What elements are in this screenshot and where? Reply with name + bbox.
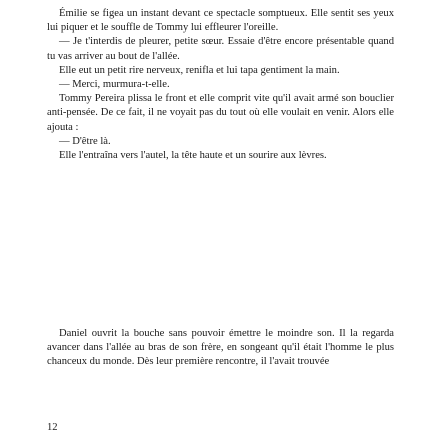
dialogue-line: — Je t'interdis de pleurer, petite sœur. Essaie d'être encore présentable quand tu vas arriver au bout de l'allée.: [47, 36, 394, 62]
paragraph: Émilie se figea un instant devant ce spectacle somptueux. Elle sentit ses yeux lui piquer et le souffle de Tommy lui effleurer l'oreille.: [47, 8, 394, 34]
paragraph: Elle l'entraîna vers l'autel, la tête haute et un sourire aux lèvres.: [59, 150, 327, 162]
dialogue-line: — Merci, murmura-t-elle.: [59, 79, 170, 91]
paragraph: Daniel ouvrit la bouche sans pouvoir émettre le moindre son. Il la regarda avancer dans l'allée au bras de son frère, en songeant qu'il était l'homme le plus chanceux du monde. Dès leur première rencontre, il l'avait trouvée: [47, 328, 394, 368]
paragraph: Elle eut un petit rire nerveux, renifla et lui tapa gentiment la main.: [59, 64, 340, 76]
text-section-1: [47, 7, 394, 163]
paragraph: Tommy Pereira plissa le front et elle comprit vite qu'il avait armé son bouclier anti-pensée. De ce fait, il ne voyait pas du tout où elle voulait en venir. Alors elle ajouta :: [47, 93, 394, 133]
page-number: 12: [47, 422, 58, 433]
dialogue-line: — D'être là.: [59, 135, 111, 147]
text-section-2: [47, 327, 394, 370]
